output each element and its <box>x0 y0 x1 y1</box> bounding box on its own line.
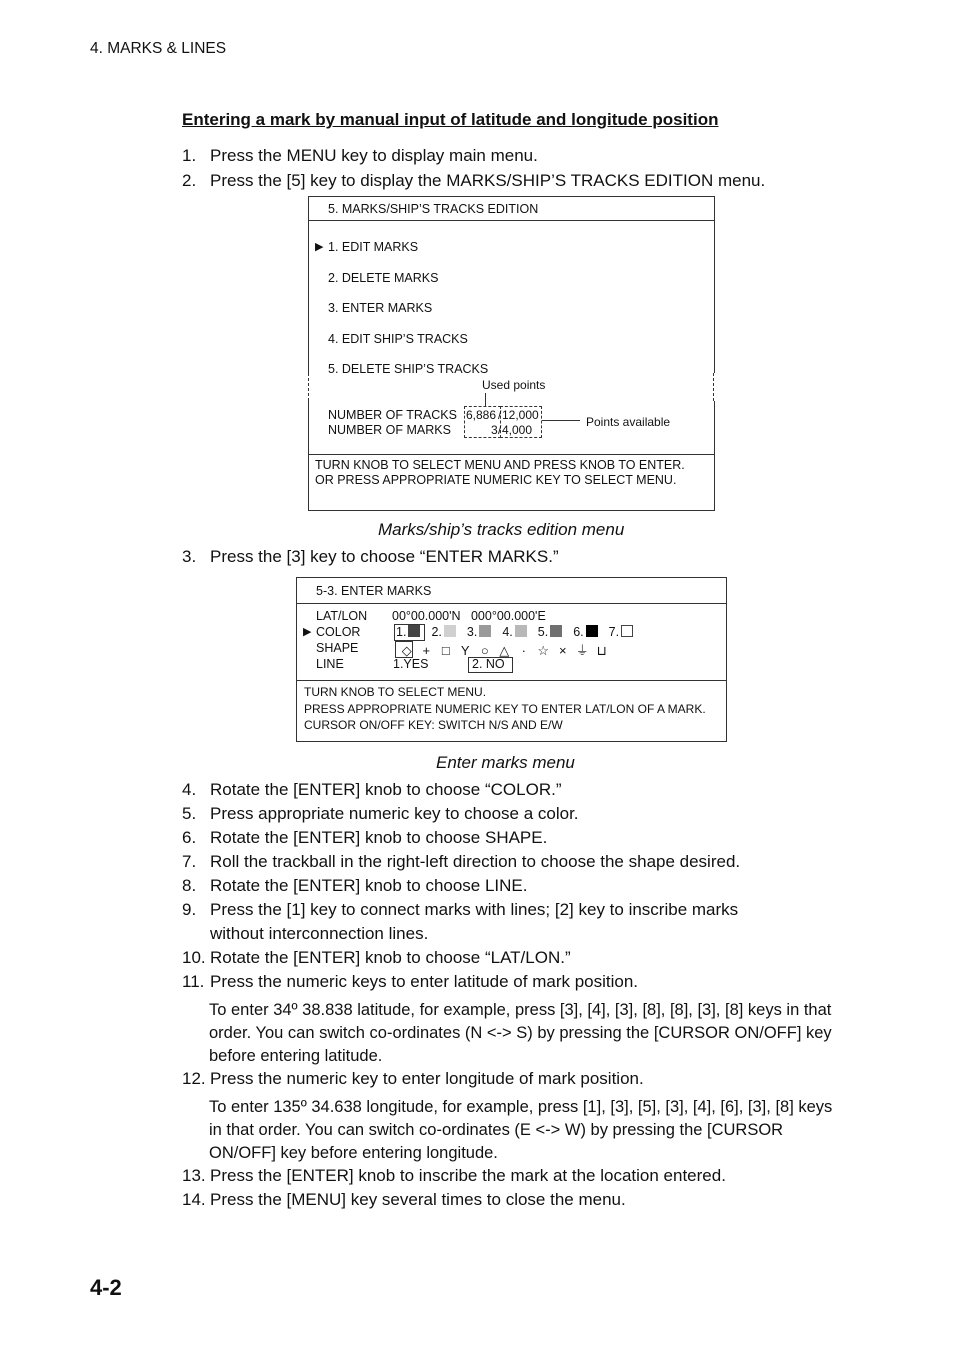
shape-option-icon[interactable]: □ <box>441 643 450 658</box>
step-text: Rotate the [ENTER] knob to choose “LAT/LON.” <box>210 948 571 967</box>
divider <box>297 603 726 604</box>
step-number: 3. <box>182 547 197 566</box>
menu-item-edit-ships-tracks[interactable]: 4. EDIT SHIP’S TRACKS <box>328 332 468 346</box>
latlon-value: 00°00.000'N 000°00.000'E <box>392 609 546 623</box>
color-option-number: 7. <box>608 625 620 639</box>
step-text: Press the numeric keys to enter latitude of mark position. <box>210 972 639 991</box>
step-text: Press the [3] key to choose “ENTER MARKS.” <box>210 547 559 566</box>
tracks-used: 6,886 <box>466 408 497 422</box>
shape-option-icon[interactable]: ☆ <box>537 643 550 658</box>
shape-option-icon[interactable]: △ <box>499 643 510 658</box>
callout-line <box>485 393 486 406</box>
color-swatch <box>550 625 562 637</box>
used-points-label: Used points <box>482 378 546 392</box>
menu-item-delete-marks[interactable]: 2. DELETE MARKS <box>328 271 439 285</box>
step-number: 11. <box>182 972 205 991</box>
menu-footer-line-2: PRESS APPROPRIATE NUMERIC KEY TO ENTER LAT/LON OF A MARK. <box>304 702 706 716</box>
menu-footer-line-2: OR PRESS APPROPRIATE NUMERIC KEY TO SELECT MENU. <box>315 473 677 487</box>
step-text: Press the numeric key to enter longitude of mark position. <box>210 1069 644 1088</box>
shape-option-icon[interactable]: × <box>558 643 567 658</box>
section-title: Entering a mark by manual input of latitude and longitude position <box>182 110 719 129</box>
color-swatch <box>515 625 527 637</box>
step-number: 10. <box>182 948 206 967</box>
color-option-number: 1. <box>396 625 407 639</box>
step-number: 1. <box>182 146 197 165</box>
marks-used: 3 <box>491 423 498 437</box>
color-option[interactable] <box>467 625 491 639</box>
step-number: 12. <box>182 1069 206 1088</box>
slash: / <box>498 408 502 422</box>
menu-footer-line-1: TURN KNOB TO SELECT MENU. <box>304 685 487 699</box>
menu-item-delete-ships-tracks[interactable]: 5. DELETE SHIP’S TRACKS <box>328 362 489 376</box>
step-text: Rotate the [ENTER] knob to choose “COLOR.” <box>210 780 562 799</box>
color-label[interactable]: COLOR <box>316 625 361 639</box>
step-number: 13. <box>182 1166 206 1185</box>
menu-footer-line-1: TURN KNOB TO SELECT MENU AND PRESS KNOB TO ENTER. <box>315 458 685 472</box>
step-text: Press appropriate numeric key to choose a color. <box>210 804 579 823</box>
color-option[interactable] <box>396 625 420 639</box>
border-dash <box>713 373 714 401</box>
divider <box>297 680 726 681</box>
marks-tracks-edition-menu <box>308 196 715 511</box>
running-header: 4. MARKS & LINES <box>90 40 227 57</box>
line-no-option[interactable]: 2. NO <box>472 657 505 671</box>
step-number: 9. <box>182 900 197 919</box>
color-option-number: 4. <box>502 625 513 639</box>
cursor-arrow-icon: ▶ <box>303 626 312 638</box>
slash: / <box>498 423 502 437</box>
page-number: 4-2 <box>90 1275 122 1300</box>
step-number: 5. <box>182 804 197 823</box>
shape-option-icon[interactable]: ⏚ <box>575 643 589 658</box>
menu-item-enter-marks[interactable]: 3. ENTER MARKS <box>328 301 433 315</box>
divider <box>309 454 714 455</box>
step-number: 8. <box>182 876 197 895</box>
color-swatch <box>586 625 598 637</box>
color-option[interactable] <box>431 625 455 639</box>
latlon-label[interactable]: LAT/LON <box>316 609 368 623</box>
points-available-label: Points available <box>586 415 671 429</box>
marks-available: 4,000 <box>502 423 533 437</box>
color-option[interactable] <box>573 625 597 639</box>
cursor-arrow-icon: ▶ <box>315 241 324 253</box>
color-swatch <box>408 625 420 637</box>
shape-option-icon[interactable]: ⊔ <box>596 643 607 658</box>
menu-title: 5-3. ENTER MARKS <box>316 584 432 598</box>
step-number: 4. <box>182 780 197 799</box>
tracks-available: 12,000 <box>502 408 539 422</box>
color-option-number: 2. <box>431 625 442 639</box>
step-text: Rotate the [ENTER] knob to choose LINE. <box>210 876 528 895</box>
menu-item-edit-marks[interactable]: 1. EDIT MARKS <box>328 240 419 254</box>
color-swatch <box>444 625 456 637</box>
step-text: Press the [1] key to connect marks with lines; [2] key to inscribe marks <box>210 900 739 919</box>
step-number: 2. <box>182 171 197 190</box>
shape-option-icon[interactable]: ◇ <box>401 643 412 658</box>
step-number: 7. <box>182 852 197 871</box>
paragraph-latitude: To enter 34º 38.838 latitude, for example, press [3], [4], [3], [8], [8], [3], [8] keys in that order. You can switch co-ordinates (N <-> S) by pressing the [CURSOR ON/OFF] key before entering latitude. <box>209 1001 832 1065</box>
step-text: Press the [ENTER] knob to inscribe the mark at the location entered. <box>210 1166 726 1185</box>
color-option[interactable] <box>538 625 562 639</box>
marks-label: NUMBER OF MARKS <box>328 423 451 437</box>
line-yes-option[interactable]: 1.YES <box>393 657 429 671</box>
step-text: Roll the trackball in the right-left direction to choose the shape desired. <box>210 852 741 871</box>
menu-title: 5. MARKS/SHIP’S TRACKS EDITION <box>328 202 539 216</box>
step-number: 14. <box>182 1190 206 1209</box>
step-text: Press the MENU key to display main menu. <box>210 146 538 165</box>
callout-line <box>542 420 580 421</box>
shape-option-icon[interactable]: Y <box>460 643 470 658</box>
border-dash <box>308 373 309 401</box>
figure-caption: Enter marks menu <box>436 753 575 772</box>
color-options <box>396 625 644 639</box>
tracks-label: NUMBER OF TRACKS <box>328 408 457 422</box>
color-swatch <box>479 625 491 637</box>
color-option[interactable] <box>609 625 633 639</box>
step-text: Rotate the [ENTER] knob to choose SHAPE. <box>210 828 548 847</box>
color-option-number: 5. <box>537 625 549 639</box>
step-text: Press the [5] key to display the MARKS/SHIP’S TRACKS EDITION menu. <box>210 171 766 190</box>
enter-marks-menu <box>296 577 727 742</box>
figure-caption: Marks/ship’s tracks edition menu <box>378 520 625 539</box>
color-option[interactable] <box>502 625 526 639</box>
step-text: Press the [MENU] key several times to close the menu. <box>210 1190 626 1209</box>
shape-option-icon[interactable]: · <box>521 643 526 658</box>
color-option-number: 6. <box>573 625 584 639</box>
menu-footer-line-3: CURSOR ON/OFF KEY: SWITCH N/S AND E/W <box>304 718 563 732</box>
divider <box>309 220 714 221</box>
paragraph-longitude: To enter 135º 34.638 longitude, for example, press [1], [3], [5], [3], [4], [6], [3], [8] keys in that order. You can switch co-ordinates (E <-> W) by pressing the [CURSOR ON/OFF] key before entering longitude. <box>209 1098 833 1162</box>
shape-label[interactable]: SHAPE <box>316 641 359 655</box>
line-label[interactable]: LINE <box>316 657 344 671</box>
shape-option-icon[interactable]: ○ <box>480 643 489 658</box>
shape-option-icon[interactable]: + <box>422 643 431 658</box>
color-swatch <box>621 625 633 637</box>
step-number: 6. <box>182 828 197 847</box>
step-text: without interconnection lines. <box>210 924 429 943</box>
color-option-number: 3. <box>466 625 478 639</box>
